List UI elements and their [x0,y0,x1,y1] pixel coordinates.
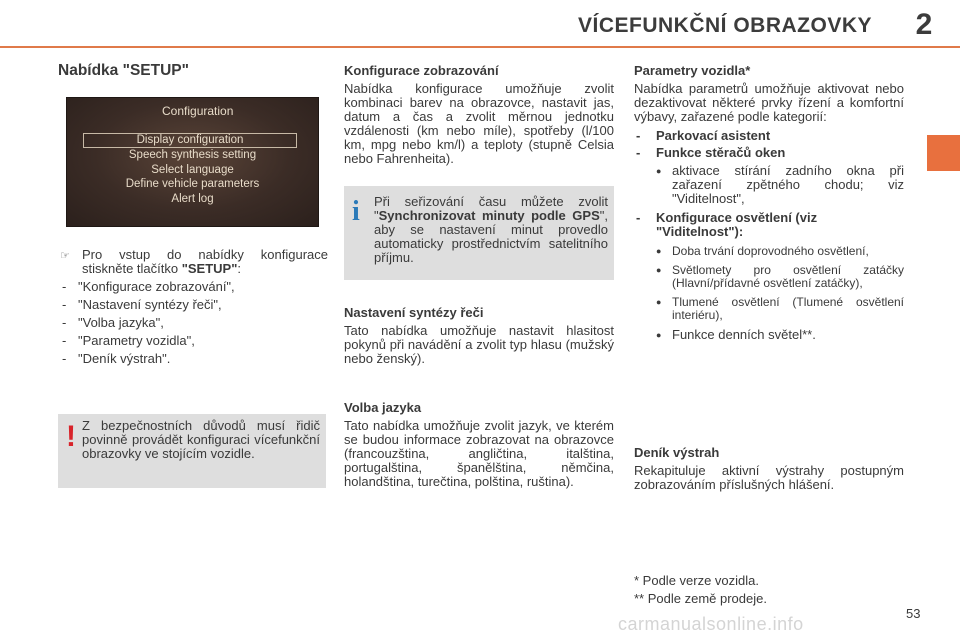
screen-item-language: Select language [151,164,234,176]
category-wipers: - Funkce stěračů oken [634,146,904,160]
footnote-country: ** Podle země prodeje. [634,591,767,606]
category-parking: - Parkovací asistent [634,129,904,143]
bullet-item: ● aktivace stírání zadního okna při zařazení zpětného chodu; viz "Viditelnost", [634,164,904,206]
screen-item-vehicle: Define vehicle parameters [125,178,260,190]
section-title: Nastavení syntézy řeči [344,305,484,320]
bullet-item: ● Světlomety pro osvětlení zatáčky (Hlavní/přídavné osvětlení zatáčky), [634,264,904,290]
page-number: 53 [906,606,921,621]
setup-list [60,248,328,366]
section-title: Parametry vozidla* [634,63,751,78]
bullet-item: ● Tlumené osvětlení (Tlumené osvětlení interiéru), [634,296,904,322]
alert-log-section [634,446,904,492]
setup-intro [60,248,328,276]
warning-box [58,414,326,488]
chapter-number: 2 [915,8,933,41]
list-item: - "Parametry vozidla", [60,334,328,348]
screen-item-speech: Speech synthesis setting [128,149,257,161]
info-text: Při seřizování času můžete zvolit "Synchronizovat minuty podle GPS", aby se nastavení minut provedlo automaticky prostřednictvím satelitního příjmu. [374,194,608,265]
display-config-section [344,64,614,166]
warning-icon: ! [66,420,76,453]
screen-title: Configuration [162,104,234,118]
footnote-version: * Podle verze vozidla. [634,573,760,588]
screen-item-alert: Alert log [171,193,214,205]
setup-title: Nabídka "SETUP" [58,62,189,79]
page-header-title: VÍCEFUNKČNÍ OBRAZOVKY [577,14,872,37]
list-item: - "Volba jazyka", [60,316,328,330]
section-title: Volba jazyka [344,400,422,415]
section-text: Tato nabídka umožňuje zvolit jazyk, ve kterém se budou informace zobrazovat na obrazovce (francouzština, angličtina, italština, portugalština, španělština, němčina, holandština, turečtina, polština, ruština). [344,418,614,489]
section-text: Nabídka konfigurace umožňuje zvolit kombinaci barev na obrazovce, nastavit jas, datum a čas a zvolit měrnou jednotku vzdálenosti (km nebo míle), spotřeby (l/100 km, mpg nebo km/l) a teploty (stupně Celsia nebo Fahrenheita). [344,81,614,166]
info-icon: i [352,196,360,227]
warning-text: Z bezpečnostních důvodů musí řidič povinně provádět konfiguraci vícefunkční obrazovky ve stojícím vozidle. [82,418,320,461]
speech-section [344,306,614,366]
watermark: carmanualsonline.info [618,614,804,634]
pointing-hand-icon: ☞ [60,250,70,262]
section-title: Konfigurace zobrazování [344,63,499,78]
info-box [344,186,614,280]
list-item: - "Nastavení syntézy řeči", [60,298,328,312]
header-rule [0,46,960,48]
screen-item-display: Display configuration [83,133,297,148]
setup-screen-image [66,97,319,227]
bullet-item: ● Doba trvání doprovodného osvětlení, [634,245,904,258]
category-lighting: - Konfigurace osvětlení (viz "Viditelnost"): [634,211,904,239]
section-text: Rekapituluje aktivní výstrahy postupným zobrazováním příslušných hlášení. [634,463,904,492]
section-title: Deník výstrah [634,445,720,460]
vehicle-params-section [634,64,904,342]
section-text: Tato nabídka umožňuje nastavit hlasitost pokynů při navádění a zvolit typ hlasu (mužský nebo ženský). [344,323,614,366]
intro-text: Pro vstup do nabídky konfigurace stiskněte tlačítko "SETUP": [82,247,328,276]
list-item: - "Deník výstrah". [60,352,328,366]
language-section [344,401,614,489]
list-item: - "Konfigurace zobrazování", [60,280,328,294]
chapter-tab [927,135,960,171]
bullet-item: ● Funkce denních světel**. [634,328,904,342]
section-text: Nabídka parametrů umožňuje aktivovat nebo dezaktivovat některé prvky řízení a komfortní výbavy, zařazené podle kategorií: [634,81,904,124]
